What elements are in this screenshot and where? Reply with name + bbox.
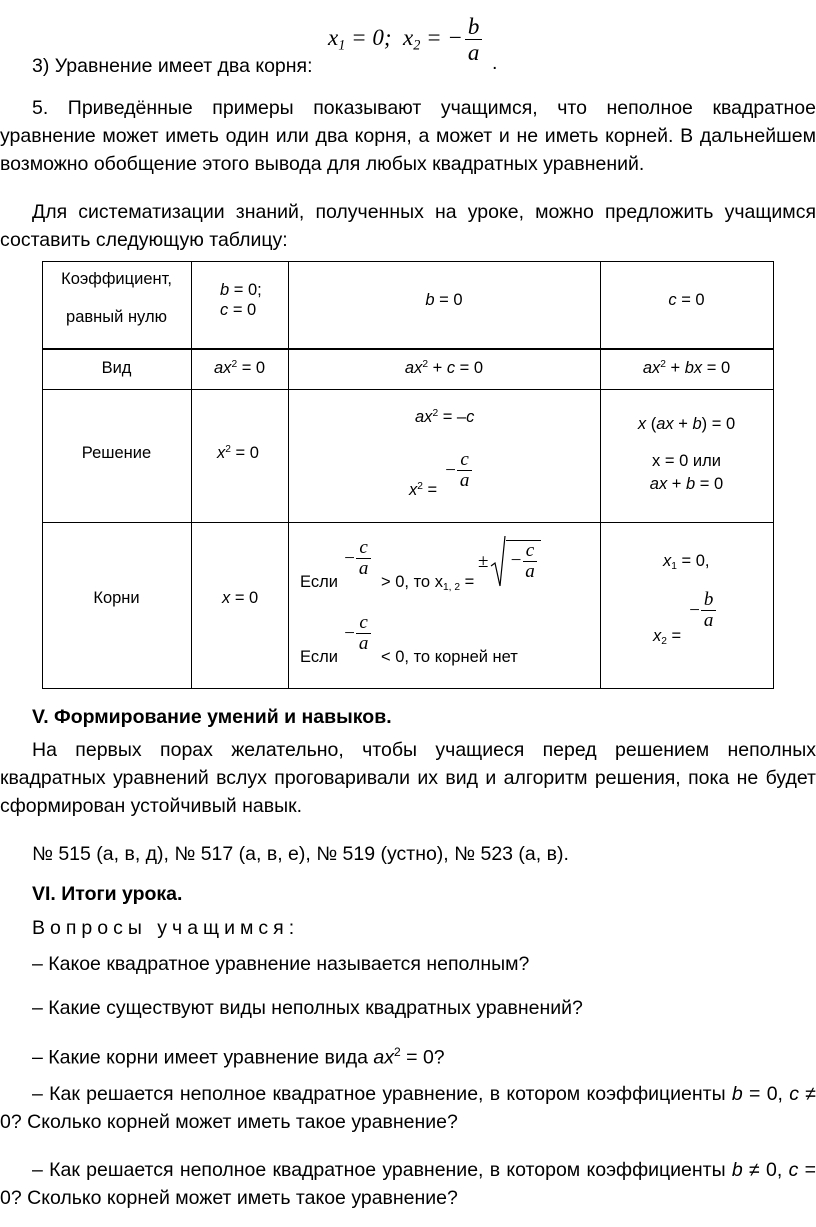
roots-plusminus-sqrt: ± − $\frac{c}{a}$	[478, 534, 541, 590]
roots-gt-text: > 0, то $x_{1, 2}$ =	[381, 573, 475, 594]
item3-period: .	[492, 52, 498, 74]
paragraph-table-intro: Для систематизации знаний, полученных на уроке, можно предложить учащимся составить следующую таблицу:	[0, 201, 816, 251]
question-2: – Какие существуют виды неполных квадратных уравнений?	[32, 997, 583, 1019]
header-coefficient-line1: Коэффициент,	[61, 270, 172, 288]
roots-if2-fraction: − $\frac{c}{a}$	[343, 613, 371, 655]
question-4: – Как решается неполное квадратное уравнение, в котором коэффициенты b = 0, c ≠ 0? Сколько корней может иметь такое уравнение?	[0, 1083, 816, 1133]
sqrt-icon	[490, 534, 506, 590]
item3-formula: $x_1 = 0$; $x_2$ = − $\frac{b}{a}$	[328, 8, 482, 72]
solution-col3-line3: ax + b = 0	[649, 475, 724, 493]
roots-col3-fraction: − $\frac{b}{a}$	[688, 590, 716, 632]
solution-col1: $x^2 = 0$	[217, 444, 259, 463]
paragraph-5: 5. Приведённые примеры показывают учащимся, что неполное квадратное уравнение может иметь один или два корня, а может и не иметь корней. В дальнейшем возможно обобщение этого вывода для любых квадратных уравнений.	[0, 97, 816, 175]
roots-if2: Если	[300, 648, 338, 666]
questions-label: Вопросы учащимся:	[32, 917, 295, 939]
header-c0: c = 0	[668, 291, 705, 309]
vid-col3: $ax^2$ + bx = 0	[642, 359, 731, 378]
row-label-vid: Вид	[101, 359, 132, 377]
header-b0-c0: b = 0; c = 0	[220, 281, 262, 319]
roots-col3-x1: $x_1 = 0$,	[663, 552, 710, 573]
vid-col1: $ax^2 = 0$	[214, 359, 266, 378]
roots-col1: x = 0	[222, 589, 259, 607]
solution-col3-line1: x (ax + b) = 0	[637, 415, 736, 433]
solution-col2-line1: $ax^2 = -c$	[415, 408, 475, 427]
item3-text: 3) Уравнение имеет два корня:	[32, 55, 313, 77]
row-label-solution: Решение	[81, 444, 152, 462]
roots-col3-x2: $x_2$ =	[653, 627, 682, 648]
roots-if1: Если	[300, 573, 338, 591]
question-1: – Какое квадратное уравнение называется неполным?	[32, 953, 530, 975]
header-coefficient-line2: равный нулю	[66, 308, 167, 326]
question-3: – Какие корни имеет уравнение вида $ax^2 = 0$?	[32, 1045, 445, 1069]
exercises-line: № 515 (а, в, д), № 517 (а, в, е), № 519 (устно), № 523 (а, в).	[32, 843, 569, 865]
roots-if1-fraction: − $\frac{c}{a}$	[343, 538, 371, 580]
item3-line	[32, 55, 313, 78]
vid-col2: $ax^2 + c = 0$	[404, 359, 484, 378]
section-5-title: V. Формирование умений и навыков.	[32, 706, 392, 728]
paragraph-practice: На первых порах желательно, чтобы учащиеся перед решением неполных квадратных уравнений вслух проговаривали их вид и алгоритм решения, пока не будет сформирован устойчивый навык.	[0, 739, 816, 817]
question-5: – Как решается неполное квадратное уравнение, в котором коэффициенты b ≠ 0, c = 0? Сколько корней может иметь такое уравнение?	[0, 1159, 816, 1209]
section-6-title: VI. Итоги урока.	[32, 883, 183, 905]
solution-col2-x2: $x^2$ =	[409, 481, 438, 500]
solution-col2-fraction: − $\frac{c}{a}$	[444, 450, 472, 492]
row-label-roots: Корни	[93, 589, 140, 607]
roots-lt-text: < 0, то корней нет	[381, 648, 518, 666]
solution-col3-line2: x = 0 или	[652, 452, 721, 470]
header-b0: b = 0	[425, 291, 463, 309]
